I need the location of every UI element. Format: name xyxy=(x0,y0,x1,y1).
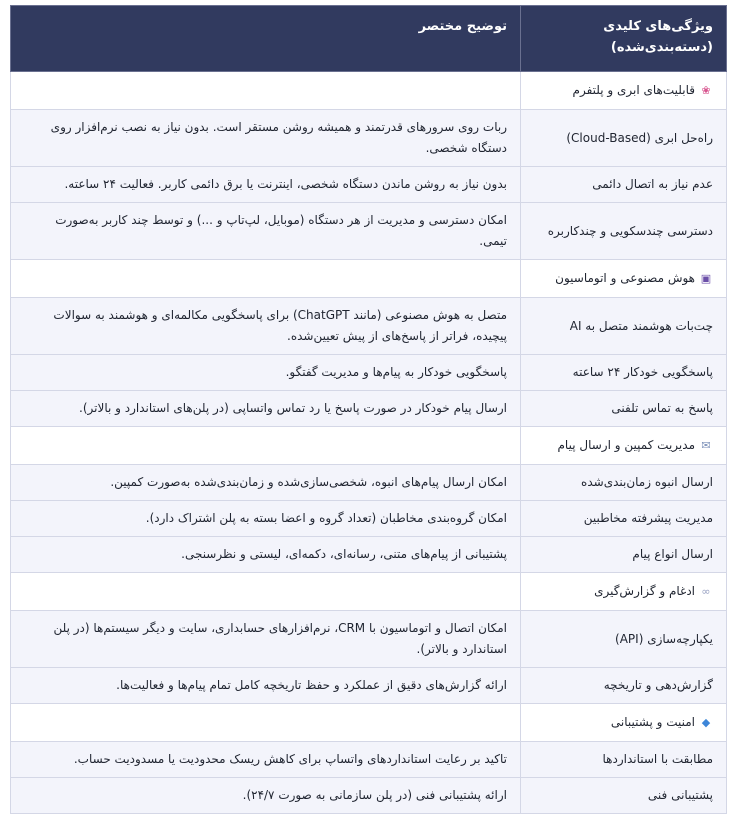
feature-cell: گزارش‌دهی و تاریخچه xyxy=(521,668,727,704)
features-table-container xyxy=(10,5,726,814)
category-empty-cell xyxy=(11,704,521,742)
category-row xyxy=(11,704,727,742)
category-title: قابلیت‌های ابری و پلتفرم xyxy=(572,83,695,97)
feature-cell: مدیریت پیشرفته مخاطبین xyxy=(521,501,727,537)
category-empty-cell xyxy=(11,427,521,465)
table-row xyxy=(11,742,727,778)
category-row xyxy=(11,260,727,298)
category-title-cell xyxy=(521,260,727,298)
category-title: ادغام و گزارش‌گیری xyxy=(594,584,695,598)
feature-cell: مطابقت با استانداردها xyxy=(521,742,727,778)
category-row xyxy=(11,427,727,465)
feature-cell: راه‌حل ابری (Cloud-Based) xyxy=(521,110,727,167)
mail-icon: ✉ xyxy=(701,439,711,452)
brain-icon: ❀ xyxy=(701,84,711,97)
table-row xyxy=(11,203,727,260)
description-cell: امکان ارسال پیام‌های انبوه، شخصی‌سازی‌شده و زمان‌بندی‌شده به‌صورت کمپین. xyxy=(11,465,521,501)
table-row xyxy=(11,391,727,427)
description-cell: امکان گروه‌بندی مخاطبان (تعداد گروه و اعضا بسته به پلن اشتراک دارد). xyxy=(11,501,521,537)
feature-cell: یکپارچه‌سازی (API) xyxy=(521,611,727,668)
table-body xyxy=(11,72,727,814)
feature-cell: ارسال انبوه زمان‌بندی‌شده xyxy=(521,465,727,501)
table-header-row xyxy=(11,6,727,72)
feature-cell: عدم نیاز به اتصال دائمی xyxy=(521,167,727,203)
category-empty-cell xyxy=(11,260,521,298)
shield-icon: ◆ xyxy=(701,716,711,729)
category-row xyxy=(11,72,727,110)
description-cell: متصل به هوش مصنوعی (مانند ChatGPT) برای پاسخگویی مکالمه‌ای و هوشمند به سوالات پیچیده، فراتر از پاسخ‌های از پیش تعیین‌شده. xyxy=(11,298,521,355)
feature-cell: ارسال انواع پیام xyxy=(521,537,727,573)
header-features: ویژگی‌های کلیدی (دسته‌بندی‌شده) xyxy=(521,6,727,72)
table-row xyxy=(11,167,727,203)
description-cell: پاسخگویی خودکار به پیام‌ها و مدیریت گفتگو. xyxy=(11,355,521,391)
table-row xyxy=(11,298,727,355)
description-cell: ارائه گزارش‌های دقیق از عملکرد و حفظ تاریخچه کامل تمام پیام‌ها و فعالیت‌ها. xyxy=(11,668,521,704)
category-row xyxy=(11,573,727,611)
category-title-cell xyxy=(521,427,727,465)
table-row xyxy=(11,355,727,391)
feature-cell: پاسخ به تماس تلفنی xyxy=(521,391,727,427)
table-row xyxy=(11,110,727,167)
table-row xyxy=(11,501,727,537)
robot-icon: ▣ xyxy=(700,272,712,285)
feature-cell: چت‌بات هوشمند متصل به AI xyxy=(521,298,727,355)
feature-cell: پاسخگویی خودکار ۲۴ ساعته xyxy=(521,355,727,391)
features-table xyxy=(10,5,727,814)
category-title: مدیریت کمپین و ارسال پیام xyxy=(557,438,695,452)
table-row xyxy=(11,778,727,814)
category-title: امنیت و پشتیبانی xyxy=(610,715,695,729)
feature-cell: دسترسی چندسکویی و چندکاربره xyxy=(521,203,727,260)
description-cell: ارسال پیام خودکار در صورت پاسخ یا رد تماس واتساپی (در پلن‌های استاندارد و بالاتر). xyxy=(11,391,521,427)
category-title-cell xyxy=(521,72,727,110)
description-cell: تاکید بر رعایت استانداردهای واتساپ برای کاهش ریسک محدودیت یا مسدودیت حساب. xyxy=(11,742,521,778)
description-cell: امکان دسترسی و مدیریت از هر دستگاه (موبایل، لپ‌تاپ و ...) و توسط چند کاربر به‌صورت تیمی. xyxy=(11,203,521,260)
category-empty-cell xyxy=(11,72,521,110)
description-cell: ربات روی سرورهای قدرتمند و همیشه روشن مستقر است. بدون نیاز به نصب نرم‌افزار روی دستگاه شخصی. xyxy=(11,110,521,167)
description-cell: امکان اتصال و اتوماسیون با CRM، نرم‌افزارهای حسابداری، سایت و دیگر سیستم‌ها (در پلن استاندارد و بالاتر). xyxy=(11,611,521,668)
table-row xyxy=(11,611,727,668)
description-cell: پشتیبانی از پیام‌های متنی، رسانه‌ای، دکمه‌ای، لیستی و نظرسنجی. xyxy=(11,537,521,573)
description-cell: بدون نیاز به روشن ماندن دستگاه شخصی، اینترنت یا برق دائمی کاربر. فعالیت ۲۴ ساعته. xyxy=(11,167,521,203)
table-row xyxy=(11,465,727,501)
table-row xyxy=(11,668,727,704)
header-description: توضیح مختصر xyxy=(11,6,521,72)
link-icon: ∞ xyxy=(701,585,711,598)
category-title-cell xyxy=(521,704,727,742)
table-row xyxy=(11,537,727,573)
description-cell: ارائه پشتیبانی فنی (در پلن سازمانی به صورت ۲۴/۷). xyxy=(11,778,521,814)
category-title: هوش مصنوعی و اتوماسیون xyxy=(555,271,695,285)
feature-cell: پشتیبانی فنی xyxy=(521,778,727,814)
category-empty-cell xyxy=(11,573,521,611)
category-title-cell xyxy=(521,573,727,611)
